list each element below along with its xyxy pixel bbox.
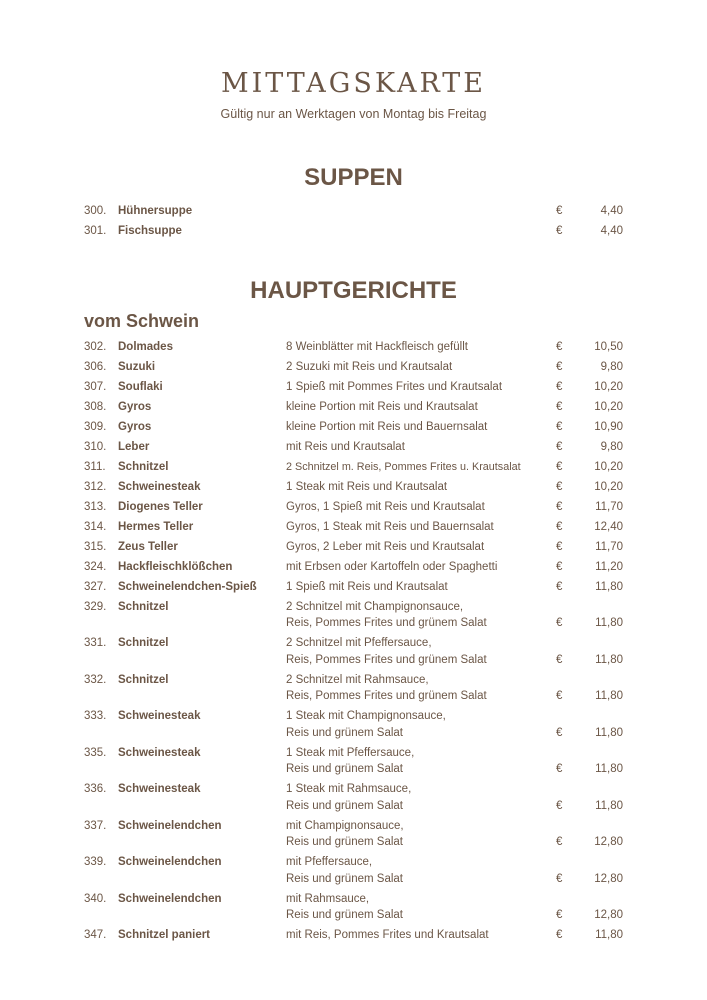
item-price: 10,90: [594, 420, 623, 433]
item-currency: €: [556, 690, 563, 703]
item-price: 10,20: [594, 460, 623, 473]
item-price: 12,80: [594, 836, 623, 849]
item-currency: €: [556, 440, 563, 453]
item-price: 11,80: [595, 653, 623, 666]
item-number: 301.: [84, 224, 107, 237]
menu-item: [0, 497, 707, 517]
item-currency: €: [556, 836, 563, 849]
item-name: Suzuki: [118, 360, 156, 373]
menu-item: [0, 537, 707, 557]
menu-item: [0, 357, 707, 377]
item-name: Hackfleischklößchen: [118, 560, 233, 573]
item-number: 327.: [84, 580, 107, 593]
item-price: 11,80: [595, 929, 623, 942]
item-currency: €: [556, 799, 563, 812]
item-price: 4,40: [600, 224, 623, 237]
item-number: 312.: [84, 480, 107, 493]
item-name: Leber: [118, 440, 150, 453]
item-description: mit Pfeffersauce, Reis und grünem Salat: [286, 856, 403, 885]
section-title-suppen: SUPPEN: [304, 164, 403, 191]
item-name: Souflaki: [118, 380, 163, 393]
item-name: Schweinelendchen: [118, 892, 222, 905]
item-number: 302.: [84, 340, 107, 353]
item-price: 11,80: [595, 726, 623, 739]
menu-item: [0, 397, 707, 417]
item-price: 11,80: [595, 580, 623, 593]
item-number: 331.: [84, 637, 107, 650]
section-title-hauptgerichte: HAUPTGERICHTE: [250, 277, 457, 304]
item-name: Schnitzel paniert: [118, 929, 211, 942]
item-price: 12,80: [594, 909, 623, 922]
item-name: Dolmades: [118, 340, 173, 353]
item-description: mit Reis und Krautsalat: [286, 440, 405, 453]
item-price: 11,80: [595, 617, 623, 630]
item-description: 1 Steak mit Pfeffersauce, Reis und grünem Salat: [286, 746, 415, 776]
item-price: 10,20: [594, 400, 623, 413]
item-currency: €: [556, 929, 563, 942]
menu-title: MITTAGSKARTE: [220, 68, 487, 99]
item-price: 12,40: [594, 520, 623, 533]
item-description: [286, 223, 541, 240]
item-name: Schnitzel: [118, 673, 169, 686]
item-name: Gyros: [118, 420, 152, 433]
menu-item: [0, 221, 707, 241]
menu-item: [0, 670, 707, 707]
item-name: Schweinesteak: [118, 480, 201, 493]
item-description: mit Reis, Pommes Frites und Krautsalat: [286, 929, 489, 942]
item-name: Schweinesteak: [118, 746, 201, 759]
item-number: 313.: [84, 500, 107, 513]
item-number: 335.: [84, 746, 107, 759]
item-name: Gyros: [118, 400, 152, 413]
item-name: Zeus Teller: [118, 540, 178, 553]
item-currency: €: [556, 340, 563, 353]
item-description: 1 Steak mit Champignonsauce, Reis und grünem Salat: [286, 710, 446, 739]
item-description: 2 Suzuki mit Reis und Krautsalat: [286, 360, 453, 373]
item-description: Gyros, 2 Leber mit Reis und Krautsalat: [286, 540, 485, 553]
item-number: 336.: [84, 783, 107, 796]
item-price: 4,40: [600, 204, 623, 217]
item-currency: €: [556, 653, 563, 666]
item-name: Hühnersuppe: [118, 204, 193, 217]
item-currency: €: [556, 420, 563, 433]
item-name: Diogenes Teller: [118, 500, 203, 513]
item-currency: €: [556, 460, 563, 473]
item-price: 10,50: [594, 340, 623, 353]
menu-item: [0, 597, 707, 634]
item-name: Schnitzel: [118, 460, 169, 473]
item-description: mit Erbsen oder Kartoffeln oder Spaghetti: [286, 560, 498, 573]
item-currency: €: [556, 763, 563, 776]
item-price: 10,20: [594, 380, 623, 393]
menu-item: [0, 577, 707, 597]
item-price: 11,80: [595, 799, 623, 812]
item-number: 337.: [84, 819, 107, 832]
subsection-title-schwein: vom Schwein: [84, 311, 200, 331]
item-price: 11,70: [595, 500, 623, 513]
item-description: kleine Portion mit Reis und Krautsalat: [286, 400, 478, 413]
item-description: 8 Weinblätter mit Hackfleisch gefüllt: [286, 340, 468, 353]
item-description: 2 Schnitzel m. Reis, Pommes Frites u. Krautsalat: [286, 460, 521, 473]
item-currency: €: [556, 580, 563, 593]
item-currency: €: [556, 872, 563, 885]
item-currency: €: [556, 360, 563, 373]
menu-item: [0, 780, 707, 817]
item-number: 306.: [84, 360, 107, 373]
item-currency: €: [556, 520, 563, 533]
item-currency: €: [556, 617, 563, 630]
item-currency: €: [556, 480, 563, 493]
item-description: mit Champignonsauce, Reis und grünem Salat: [286, 819, 404, 849]
item-number: 324.: [84, 560, 107, 573]
item-number: 310.: [84, 440, 107, 453]
menu-item: [0, 816, 707, 853]
item-description: mit Rahmsauce, Reis und grünem Salat: [286, 892, 403, 922]
item-price: 12,80: [594, 872, 623, 885]
menu-item: [0, 337, 707, 357]
item-description: Gyros, 1 Spieß mit Reis und Krautsalat: [286, 500, 485, 513]
menu-item: [0, 889, 707, 926]
item-currency: €: [556, 224, 563, 237]
item-currency: €: [556, 560, 563, 573]
item-name: Hermes Teller: [118, 520, 194, 533]
menu-item: [0, 517, 707, 537]
item-number: 332.: [84, 673, 107, 686]
menu-item: [0, 457, 707, 477]
item-name: Schweinesteak: [118, 710, 201, 723]
menu-subtitle: Gültig nur an Werktagen von Montag bis Freitag: [220, 107, 487, 121]
menu-item: [0, 201, 707, 221]
item-price: 11,20: [595, 560, 623, 573]
item-price: 9,80: [600, 360, 623, 373]
menu-item: [0, 634, 707, 671]
item-number: 300.: [84, 204, 107, 217]
item-price: 11,80: [595, 763, 623, 776]
item-name: Fischsuppe: [118, 224, 182, 237]
item-description: kleine Portion mit Reis und Bauernsalat: [286, 420, 488, 433]
item-currency: €: [556, 540, 563, 553]
menu-item: [0, 377, 707, 397]
item-description: 2 Schnitzel mit Pfeffersauce, Reis, Pommes Frites und grünem Salat: [286, 637, 487, 666]
menu-item: [0, 417, 707, 437]
menu-item: [0, 853, 707, 890]
item-number: 307.: [84, 380, 107, 393]
item-name: Schweinesteak: [118, 783, 201, 796]
item-number: 308.: [84, 400, 107, 413]
item-number: 329.: [84, 600, 107, 613]
item-name: Schweinelendchen-Spieß: [118, 580, 257, 593]
item-name: Schweinelendchen: [118, 856, 222, 869]
item-currency: €: [556, 380, 563, 393]
item-description: 2 Schnitzel mit Rahmsauce, Reis, Pommes Frites und grünem Salat: [286, 673, 487, 703]
item-description: Gyros, 1 Steak mit Reis und Bauernsalat: [286, 520, 494, 533]
menu-item: [0, 477, 707, 497]
item-description: 1 Spieß mit Reis und Krautsalat: [286, 580, 448, 593]
item-number: 314.: [84, 520, 107, 533]
menu-item: [0, 557, 707, 577]
item-currency: €: [556, 726, 563, 739]
item-number: 309.: [84, 420, 107, 433]
item-name: Schnitzel: [118, 600, 169, 613]
menu-item: [0, 437, 707, 457]
soup-list: [0, 201, 707, 241]
item-description: 1 Steak mit Reis und Krautsalat: [286, 480, 448, 493]
item-description: [286, 203, 541, 220]
item-number: 333.: [84, 710, 107, 723]
item-currency: €: [556, 400, 563, 413]
item-number: 315.: [84, 540, 107, 553]
menu-item: [0, 707, 707, 744]
item-currency: €: [556, 909, 563, 922]
item-description: 2 Schnitzel mit Champignonsauce, Reis, Pommes Frites und grünem Salat: [286, 600, 487, 630]
item-currency: €: [556, 204, 563, 217]
item-price: 9,80: [600, 440, 623, 453]
item-description: 1 Steak mit Rahmsauce, Reis und grünem Salat: [286, 783, 412, 812]
item-currency: €: [556, 500, 563, 513]
item-name: Schnitzel: [118, 637, 169, 650]
menu-item: [0, 926, 707, 946]
item-number: 340.: [84, 892, 107, 905]
item-number: 311.: [84, 460, 106, 473]
item-price: 10,20: [594, 480, 623, 493]
item-description: 1 Spieß mit Pommes Frites und Krautsalat: [286, 380, 503, 393]
item-number: 347.: [84, 929, 107, 942]
item-name: Schweinelendchen: [118, 819, 222, 832]
main-dish-list: [0, 337, 707, 946]
item-price: 11,80: [595, 690, 623, 703]
item-price: 11,70: [595, 540, 623, 553]
menu-item: [0, 743, 707, 780]
item-number: 339.: [84, 856, 107, 869]
